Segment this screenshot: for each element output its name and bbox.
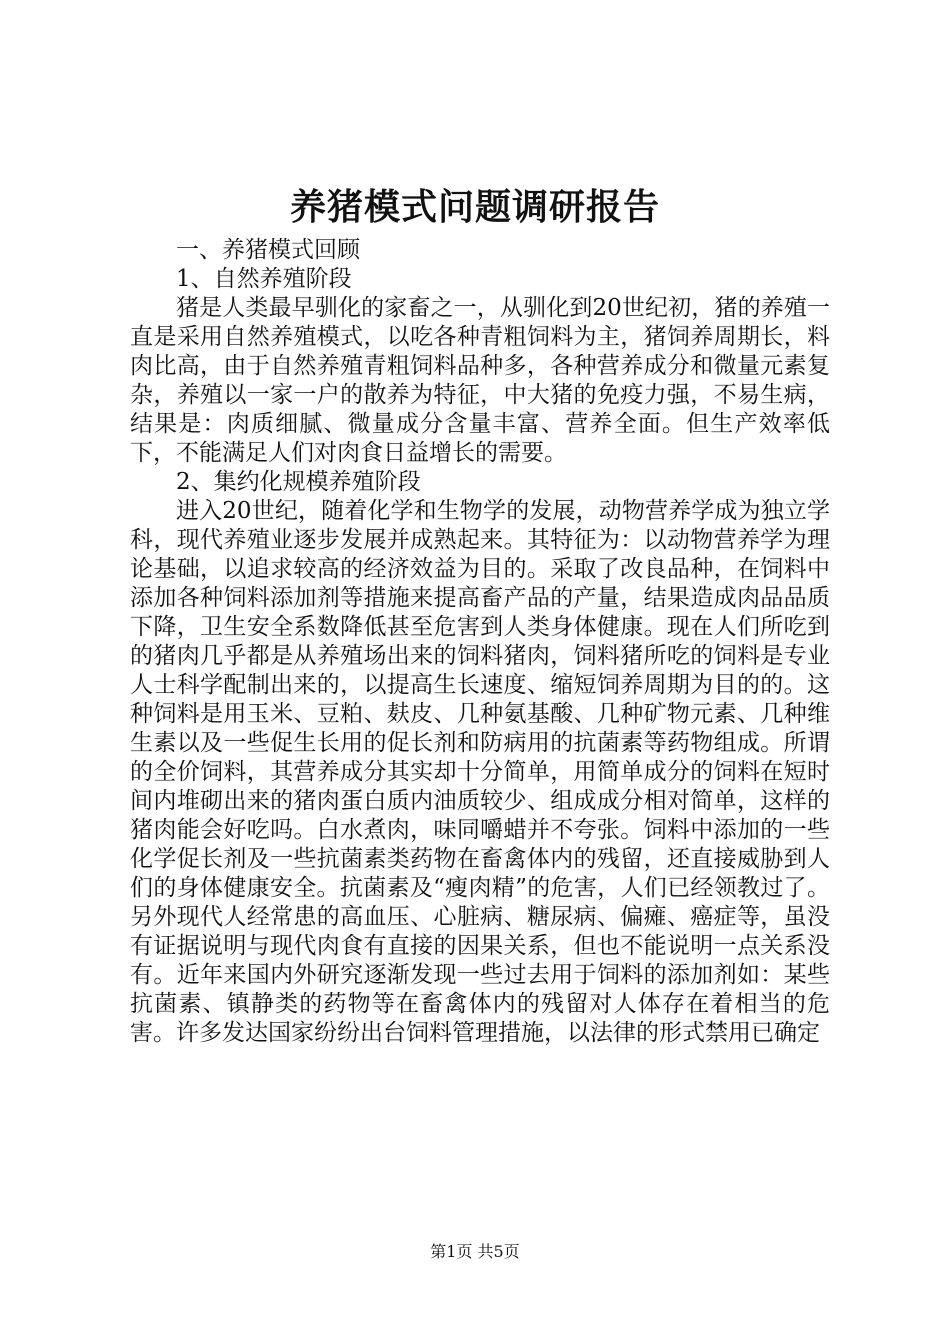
body-paragraph: 猪是人类最早驯化的家畜之一，从驯化到20世纪初，猪的养殖一直是采用自然养殖模式，以吃各种青粗饲料为主，猪饲养周期长，料肉比高，由于自然养殖青粗饲料品种多，各种营养成分和微量元素复杂，养殖以一家一户的散养为特征，中大猪的免疫力强，不易生病，结果是：肉质细腻、微量成分含量丰富、营养全面。但生产效率低下，不能满足人们对肉食日益增长的需要。 xyxy=(130,295,830,466)
subsection-heading: 1、自然养殖阶段 xyxy=(176,266,352,292)
subsection-heading: 2、集约化规模养殖阶段 xyxy=(176,469,421,495)
document-title: 养猪模式问题调研报告 xyxy=(289,186,660,228)
body-paragraph: 进入20世纪，随着化学和生物学的发展，动物营养学成为独立学科，现代养殖业逐步发展并成熟起来。其特征为：以动物营养学为理论基础，以追求较高的经济效益为目的。采取了改良品种，在饲料中添加各种饲料添加剂等措施来提高畜产品的产量，结果造成肉品品质下降，卫生安全系数降低甚至危害到人类身体健康。现在人们所吃到的猪肉几乎都是从养殖场出来的饲料猪肉，饲料猪所吃的饲料是专业人士科学配制出来的，以提高生长速度、缩短饲养周期为目的的。这种饲料是用玉米、豆粕、麸皮、几种氨基酸、几种矿物元素、几种维生素以及一些促生长用的促长剂和防病用的抗菌素等药物组成。所谓的全价饲料，其营养成分其实却十分简单，用简单成分的饲料在短时间内堆砌出来的猪肉蛋白质内油质较少、组成成分相对简单，这样的猪肉能会好吃吗。白水煮肉，味同嚼蜡并不夸张。饲料中添加的一些化学促长剂及一些抗菌素类药物在畜禽体内的残留，还直接威胁到人们的身体健康安全。抗菌素及“瘦肉精”的危害，人们已经领教过了。另外现代人经常患的高血压、心脏病、糖尿病、偏瘫、癌症等，虽没有证据说明与现代肉食有直接的因果关系，但也不能说明一点关系没有。近年来国内外研究逐渐发现一些过去用于饲料的添加剂如：某些抗菌素、镇静类的药物等在畜禽体内的残留对人体存在着相当的危害。许多发达国家纷纷出台饲料管理措施，以法律的形式禁用已确定 xyxy=(130,498,830,1046)
section-heading: 一、养猪模式回顾 xyxy=(176,237,360,263)
document-body xyxy=(130,236,830,1048)
page-footer: 第1页 共5页 xyxy=(430,1242,520,1261)
